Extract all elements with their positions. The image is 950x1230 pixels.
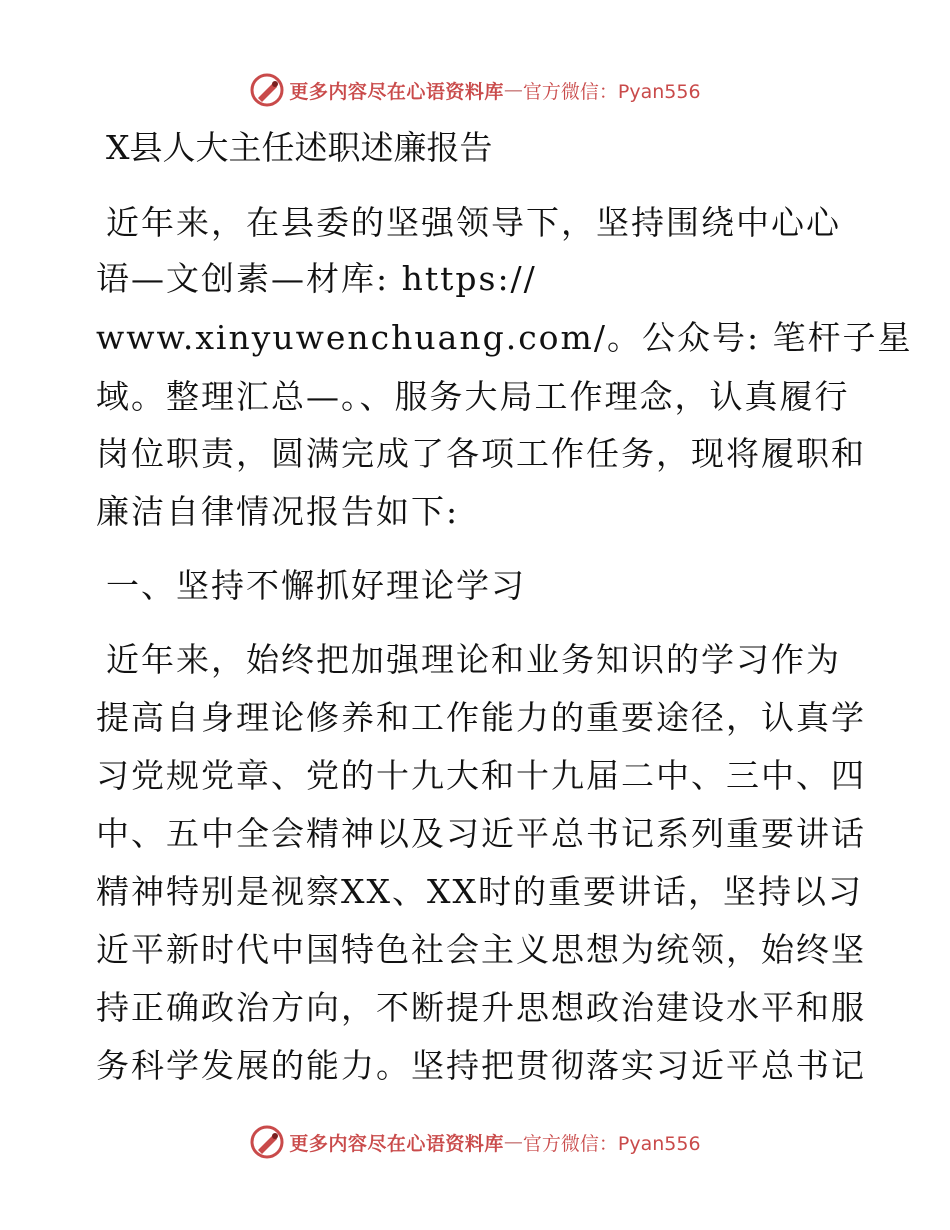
brush-logo-icon: [249, 1124, 285, 1160]
footer-watermark-banner: [0, 1122, 950, 1162]
document-title: X县人大主任述职述廉报告: [106, 128, 493, 167]
banner-dash: —: [503, 1131, 523, 1153]
banner-contact: 官方微信：Pyan556: [522, 1132, 701, 1155]
body-line: 近平新时代中国特色社会主义思想为统领，始终坚: [96, 930, 866, 969]
section-heading: 一、坚持不懈抓好理论学习: [106, 566, 526, 605]
banner-dash: —: [503, 79, 523, 101]
body-line: 务科学发展的能力。坚持把贯彻落实习近平总书记: [96, 1046, 866, 1085]
body-line: 近年来，在县委的坚强领导下，坚持围绕中心心: [106, 203, 841, 242]
body-line: 语—文创素—材库: https://: [96, 259, 537, 298]
body-line: 持正确政治方向，不断提升思想政治建设水平和服: [96, 988, 866, 1027]
body-line: 域。整理汇总—。、服务大局工作理念，认真履行: [96, 377, 850, 416]
body-line: 廉洁自律情况报告如下:: [96, 492, 460, 531]
body-line: 提高自身理论修养和工作能力的重要途径，认真学: [96, 698, 866, 737]
body-line: 中、五中全会精神以及习近平总书记系列重要讲话: [96, 814, 866, 853]
banner-text: 更多内容尽在心语资料库: [289, 1132, 504, 1155]
banner-text: 更多内容尽在心语资料库: [289, 80, 504, 103]
body-line: 近年来，始终把加强理论和业务知识的学习作为: [106, 640, 841, 679]
body-line: www.xinyuwenchuang.com/。公众号: 笔杆子星: [96, 318, 913, 357]
banner-contact: 官方微信：Pyan556: [522, 80, 701, 103]
body-line: 习党规党章、党的十九大和十九届二中、三中、四: [96, 756, 866, 795]
body-line: 精神特别是视察XX、XX时的重要讲话，坚持以习: [96, 872, 863, 911]
body-line: 岗位职责，圆满完成了各项工作任务，现将履职和: [96, 434, 866, 473]
brush-logo-icon: [249, 72, 285, 108]
header-watermark-banner: [0, 70, 950, 110]
